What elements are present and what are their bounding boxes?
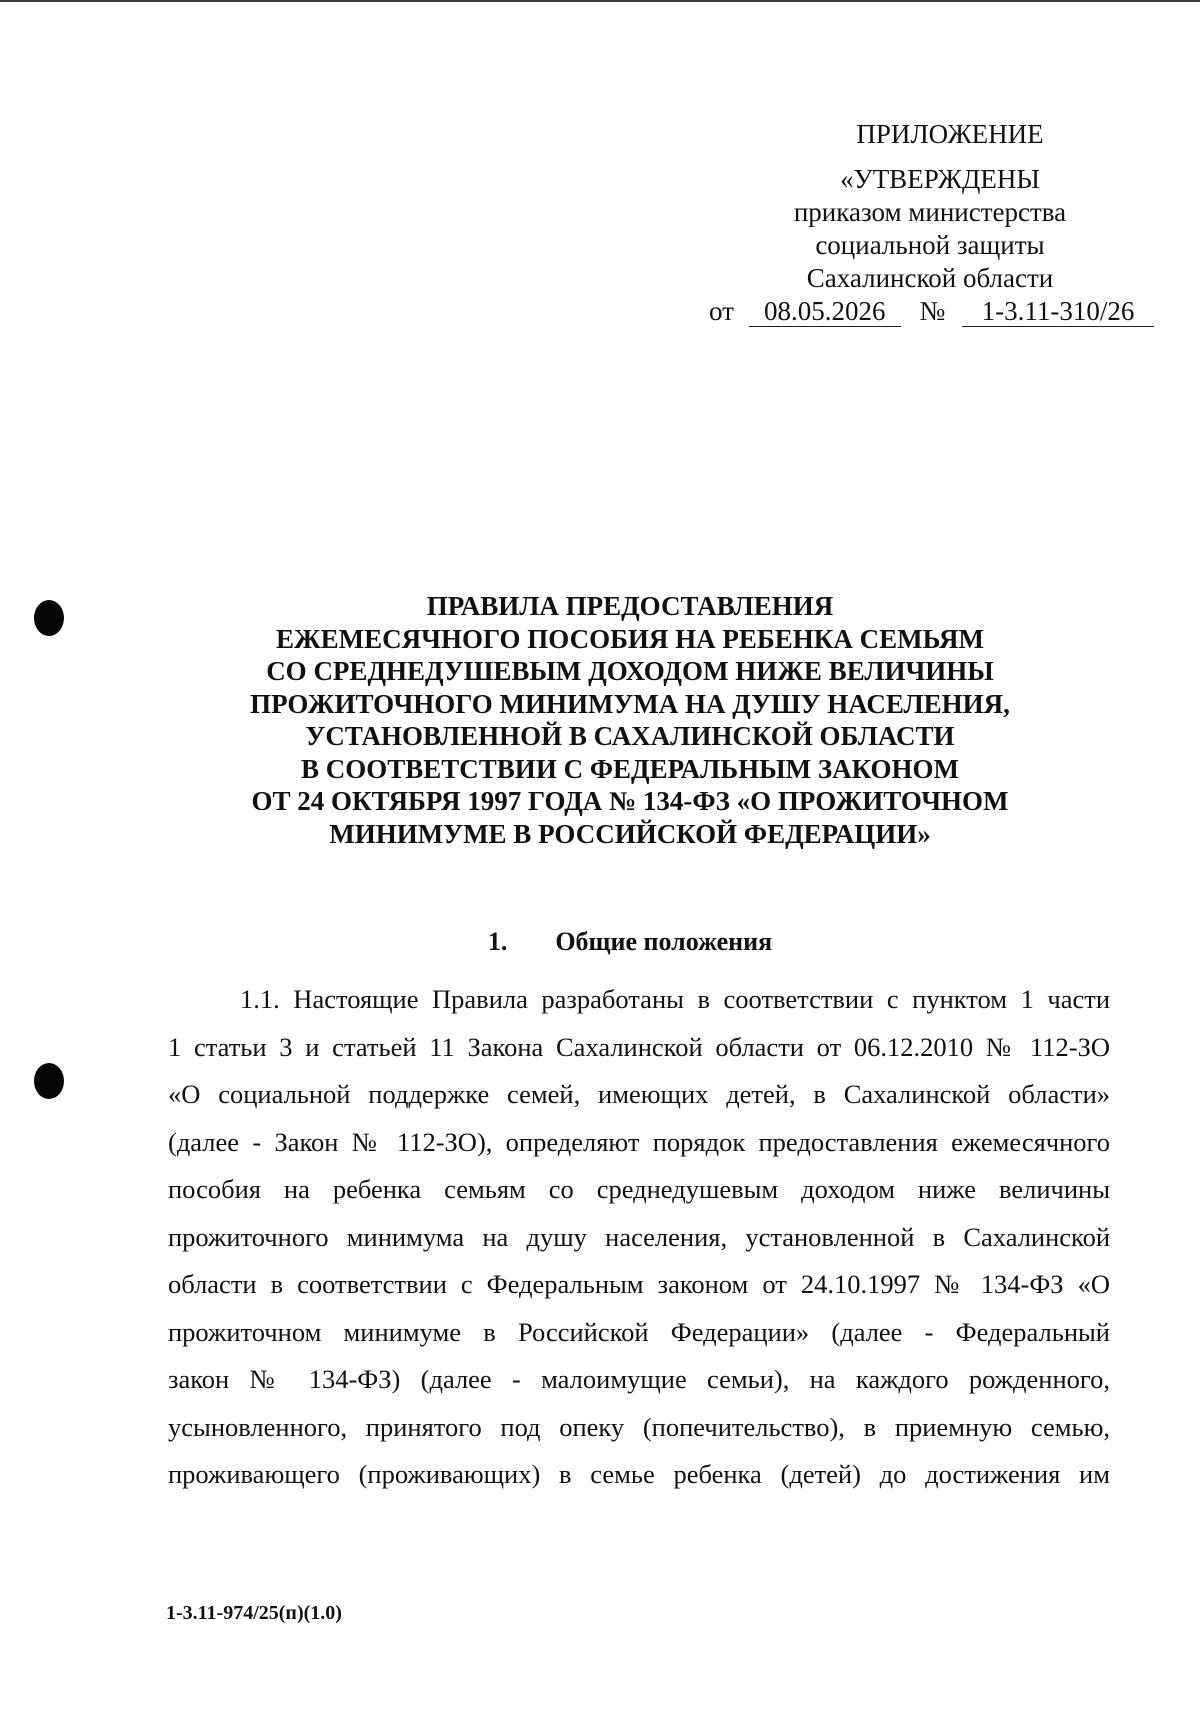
page-top-edge <box>0 0 1200 2</box>
ministry-name-line: социальной защиты <box>815 230 1045 260</box>
section-heading <box>150 926 1110 958</box>
order-number-label: № <box>919 296 946 326</box>
punch-hole-mark <box>34 600 64 636</box>
paragraph-1-1 <box>168 976 1110 1499</box>
approved-label: «УТВЕРЖДЕНЫ <box>840 164 1040 194</box>
paragraph-line: проживающего (проживающих) в семье ребенка (детей) до достижения им <box>168 1459 1110 1489</box>
section-title: Общие положения <box>555 927 773 956</box>
order-date-label: от <box>709 296 734 326</box>
paragraph-line: прожиточном минимуме в Российской Федерации» (далее - Федеральный <box>168 1316 1110 1347</box>
order-date: 08.05.2026 <box>749 296 901 327</box>
order-issuer-line: приказом министерства <box>793 197 1067 227</box>
document-code: 1-3.11-974/25(п)(1.0) <box>166 1602 342 1624</box>
paragraph-line: усыновленного, принятого под опеку (попечительство), в приемную семью, <box>168 1411 1110 1442</box>
approval-block <box>700 118 1160 328</box>
paragraph-line: области в соответствии с Федеральным законом от 24.10.1997 № 134-ФЗ «О <box>168 1269 1110 1299</box>
title-line: ЕЖЕМЕСЯЧНОГО ПОСОБИЯ НА РЕБЕНКА СЕМЬЯМ <box>275 623 985 654</box>
paragraph-line: пособия на ребенка семьям со среднедушевым доходом ниже величины <box>168 1174 1110 1204</box>
order-number: 1-3.11-310/26 <box>962 296 1154 327</box>
section-number: 1. <box>487 927 508 956</box>
paragraph-line: (далее - Закон № 112-ЗО), определяют порядок предоставления ежемесячного <box>168 1126 1110 1157</box>
paragraph-line: 1 статьи 3 и статьей 11 Закона Сахалинской области от 06.12.2010 № 112-ЗО <box>168 1031 1110 1062</box>
title-line: В СООТВЕТСТВИИ С ФЕДЕРАЛЬНЫМ ЗАКОНОМ <box>301 753 959 784</box>
punch-hole-mark <box>34 1063 64 1099</box>
paragraph-line: закон № 134-ФЗ) (далее - малоимущие семьи), на каждого рожденного, <box>168 1364 1110 1394</box>
paragraph-line: «О социальной поддержке семей, имеющих детей, в Сахалинской области» <box>168 1079 1110 1109</box>
title-line: УСТАНОВЛЕННОЙ В САХАЛИНСКОЙ ОБЛАСТИ <box>305 721 955 751</box>
title-line: СО СРЕДНЕДУШЕВЫМ ДОХОДОМ НИЖЕ ВЕЛИЧИНЫ <box>266 656 994 686</box>
title-line: ПРАВИЛА ПРЕДОСТАВЛЕНИЯ <box>426 591 834 621</box>
title-line: ПРОЖИТОЧНОГО МИНИМУМА НА ДУШУ НАСЕЛЕНИЯ, <box>250 688 1010 719</box>
region-name-line: Сахалинской области <box>806 263 1054 293</box>
paragraph-line: прожиточного минимума на душу населения, установленной в Сахалинской <box>168 1221 1110 1252</box>
title-line: МИНИМУМЕ В РОССИЙСКОЙ ФЕДЕРАЦИИ» <box>329 818 931 849</box>
appendix-title: ПРИЛОЖЕНИЕ <box>856 119 1044 149</box>
order-reference <box>700 295 1160 328</box>
document-title <box>150 590 1110 850</box>
paragraph-line: 1.1. Настоящие Правила разработаны в соответствии с пунктом 1 части <box>240 984 1110 1014</box>
title-line: ОТ 24 ОКТЯБРЯ 1997 ГОДА № 134-ФЗ «О ПРОЖИТОЧНОМ <box>251 786 1009 816</box>
